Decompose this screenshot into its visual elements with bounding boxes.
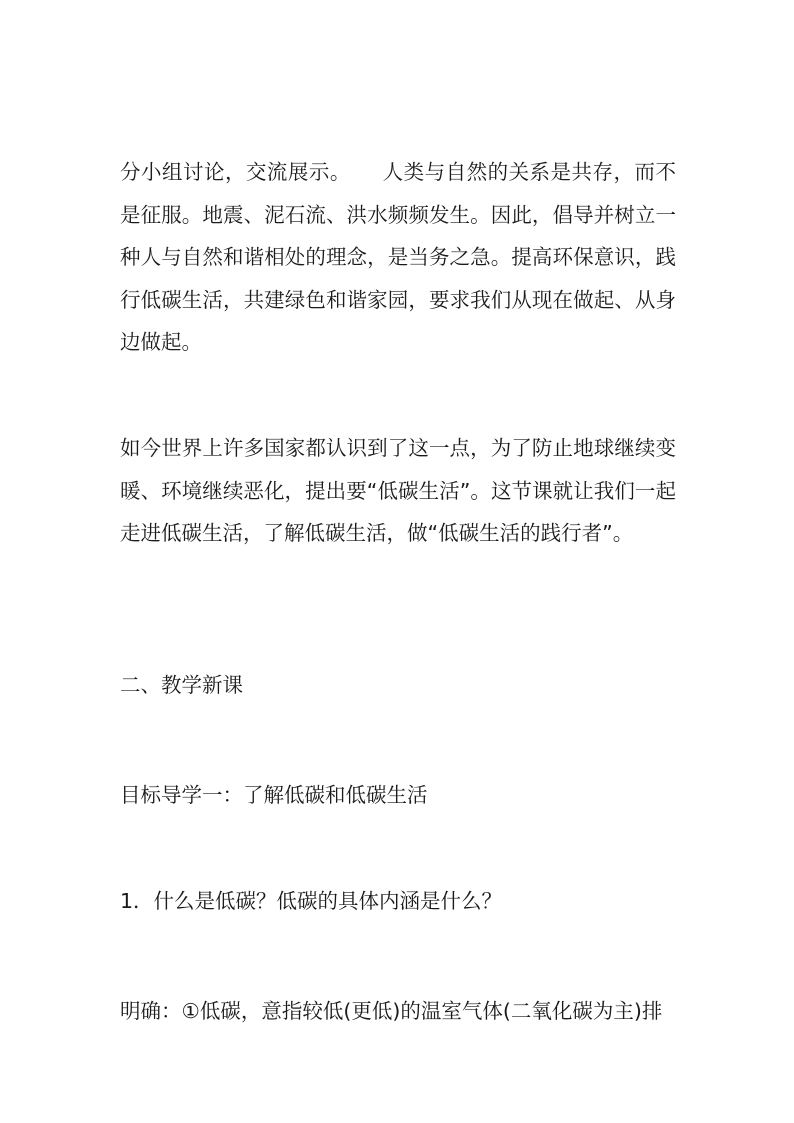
- subheading-goal-one: 目标导学一：了解低碳和低碳生活: [120, 783, 428, 807]
- question-what-is-low-carbon: 1．什么是低碳？低碳的具体内涵是什么？: [120, 889, 503, 913]
- paragraph-intro: 分小组讨论，交流展示。 人类与自然的关系是共存，而不是征服。地震、泥石流、洪水频频发生。因此，倡导并树立一种人与自然和谐相处的理念，是当务之急。提高环保意识，践行低碳生活，共建绿色和谐家园，要求我们从现在做起、从身边做起。: [120, 160, 676, 354]
- paragraph-low-carbon-call: 如今世界上许多国家都认识到了这一点，为了防止地球继续变暖、环境继续恶化，提出要“低碳生活”。这节课就让我们一起走进低碳生活，了解低碳生活，做“低碳生活的践行者”。: [120, 436, 676, 545]
- section-heading-new-lesson: 二、教学新课: [120, 673, 243, 697]
- paragraph-clarification: 明确：①低碳，意指较低(更低)的温室气体(二氧化碳为主)排: [120, 999, 663, 1023]
